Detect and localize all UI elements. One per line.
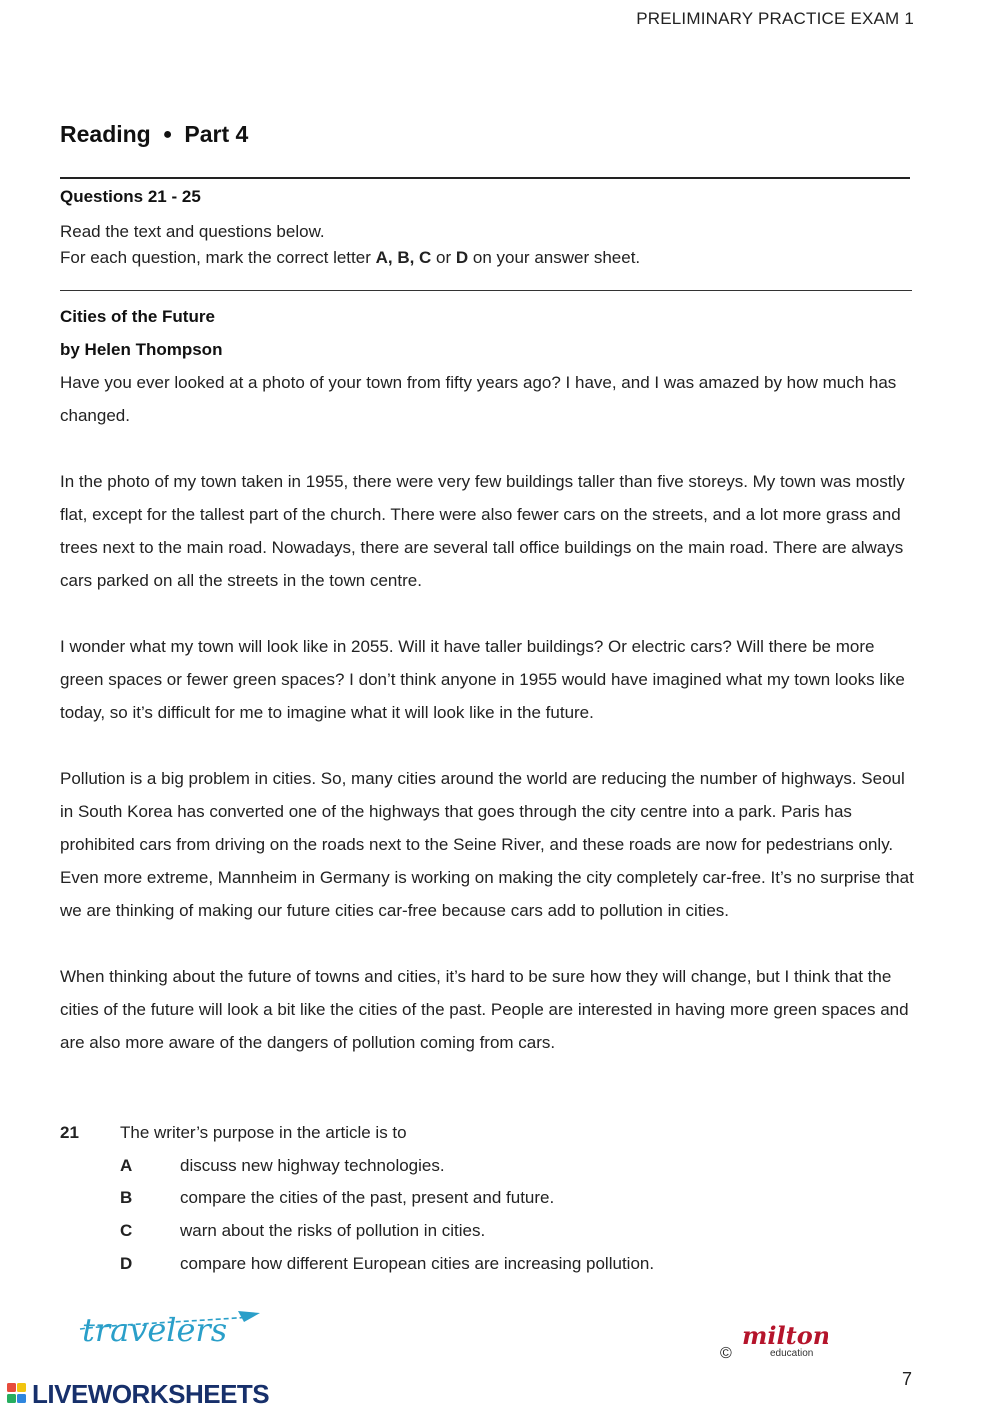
option-text: discuss new highway technologies. [180,1155,445,1175]
liveworksheets-icon [6,1379,28,1407]
block-green [7,1394,16,1403]
milton-logo-graphic [718,1322,828,1362]
article [60,300,920,1059]
article-paragraph: I wonder what my town will look like in 2055. Will it have taller buildings? Or electric cars? Will there be more green spaces or fewer green spaces? I don’t think anyone in 1955 would have imagined what my town looks like today, so it’s difficult for me to imagine what it will look like in the future. [60,637,905,722]
travelers-logo-graphic [78,1305,268,1355]
article-paragraph: Have you ever looked at a photo of your town from fifty years ago? I have, and I was amazed by how much has changed. [60,373,897,425]
paper-plane-icon [238,1311,260,1322]
article-paragraph: When thinking about the future of towns and cities, it’s hard to be sure how they will change, but I think that the cities of the future will look a bit like the cities of the past. People are interested in having more green spaces and are also more aware of the dangers of pollution coming from cars. [60,967,909,1052]
bullet-separator: ● [162,126,173,143]
answer-option-b[interactable] [60,1182,920,1215]
option-text: warn about the risks of pollution in cities. [180,1221,486,1241]
instructions-line-2 [60,245,640,271]
block-yellow [17,1383,26,1392]
question-number: 21 [60,1123,79,1142]
option-letter: D [120,1253,133,1273]
page-number: 7 [902,1369,913,1389]
option-letter: C [120,1221,133,1241]
section-name: Reading [60,121,151,147]
liveworksheets-logo [6,1379,270,1409]
instructions-line-1: Read the text and questions below. [60,222,325,241]
question-stem-row [60,1117,920,1150]
question-stem: The writer’s purpose in the article is to [120,1123,407,1142]
article-paragraph: Pollution is a big problem in cities. So, many cities around the world are reducing the number of highways. Seoul in South Korea has converted one of the highways that goes through the city centre into a park. Paris has prohibited cars from driving on the roads next to the Seine River, and these roads are now for pedestrians only. Even more extreme, Mannheim in Germany is working on making the city completely car-free. It’s no surprise that we are thinking of making our future cities car-free because cars add to pollution in cities. [60,769,914,920]
question-21 [60,1117,920,1280]
milton-wordmark: milton [742,1322,828,1350]
copyright-symbol: © [720,1345,732,1362]
instructions-text: For each question, mark the correct letter [60,248,376,267]
article-title: Cities of the Future [60,307,215,326]
block-blue [17,1394,26,1403]
answer-option-a[interactable] [60,1150,920,1183]
liveworksheets-wordmark: LIVEWORKSHEETS [32,1379,270,1409]
milton-logo [718,1322,828,1367]
exam-label: PRELIMINARY PRACTICE EXAM 1 [636,9,914,28]
option-letter: B [120,1188,133,1208]
questions-range: Questions 21 - 25 [60,187,201,206]
instructions-letters: A, B, C [375,248,432,267]
option-text: compare how different European cities are increasing pollution. [180,1253,655,1273]
section-part: Part 4 [184,121,249,147]
travelers-logo [78,1305,268,1360]
instructions-letter-d: D [455,248,469,267]
answer-option-c[interactable] [60,1215,920,1248]
section-divider [60,177,910,179]
article-paragraph: In the photo of my town taken in 1955, there were very few buildings taller than five storeys. My town was mostly flat, except for the tallest part of the church. There were also fewer cars on the streets, and a lot more grass and trees next to the main road. Nowadays, there are several tall office buildings on the main road. There are always cars parked on all the streets in the town centre. [60,472,905,590]
instructions [60,219,640,271]
option-text: compare the cities of the past, present and future. [180,1188,555,1208]
answer-option-d[interactable] [60,1248,920,1281]
block-red [7,1383,16,1392]
instructions-text-end: on your answer sheet. [468,248,641,267]
instructions-divider [60,290,912,291]
article-author: by Helen Thompson [60,340,223,359]
instructions-or: or [431,248,456,267]
option-letter: A [120,1155,133,1175]
section-title [60,121,248,148]
travelers-wordmark: travelers [82,1311,228,1349]
milton-subtext: education [770,1348,814,1359]
